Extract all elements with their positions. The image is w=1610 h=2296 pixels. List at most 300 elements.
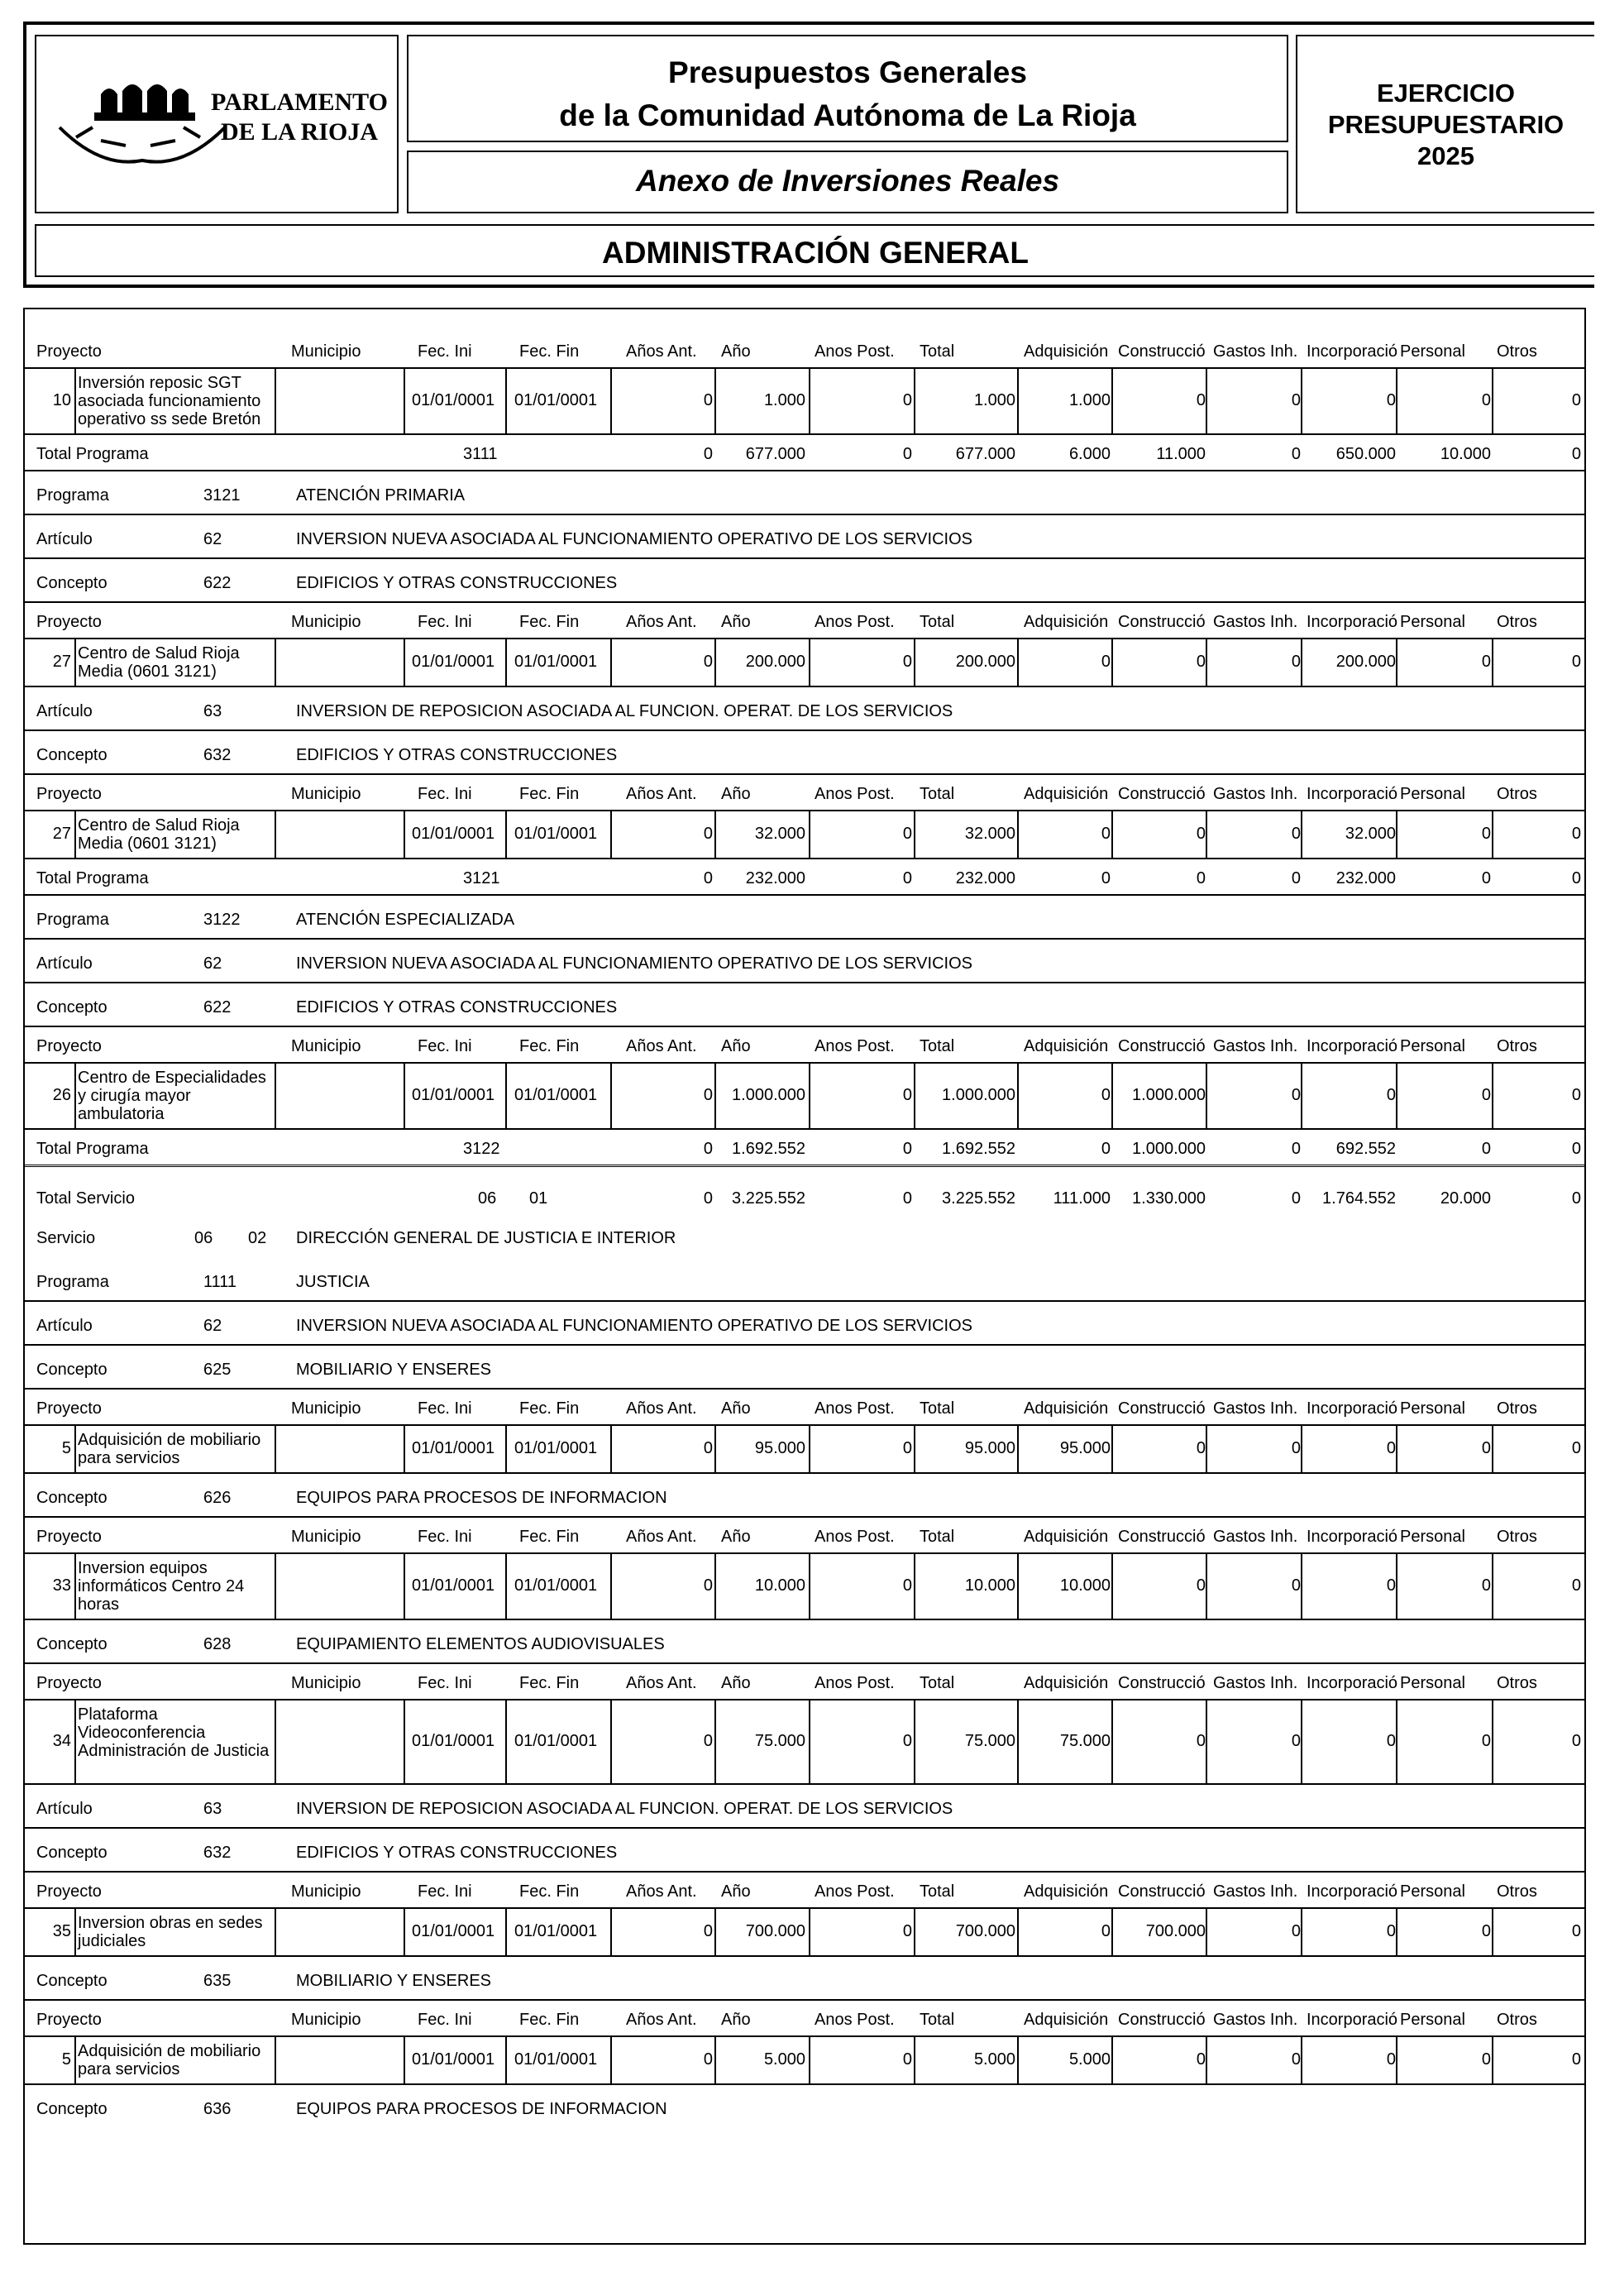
project-value: 0 (1291, 1576, 1301, 1595)
project-value: 0 (1481, 1439, 1491, 1457)
level-description: INVERSION NUEVA ASOCIADA AL FUNCIONAMIENTO OPERATIVO DE LOS SERVICIOS (296, 530, 972, 548)
project-value: 0 (902, 653, 912, 671)
section-row (23, 1783, 1586, 1829)
project-value: 0 (1571, 1922, 1581, 1940)
column-header: Municipio (291, 1882, 361, 1901)
project-value: 95.000 (754, 1439, 805, 1457)
project-description: Inversión reposic SGT asociada funcionamiento operativo ss sede Bretón (78, 374, 261, 428)
total-value: 0 (1291, 445, 1301, 463)
column-header: Personal (1400, 785, 1465, 803)
logo-text: PARLAMENTO DE LA RIOJA (211, 88, 388, 146)
project-value: 0 (703, 2050, 713, 2069)
column-header: Años Ant. (626, 613, 697, 631)
level-description: EDIFICIOS Y OTRAS CONSTRUCCIONES (296, 746, 618, 764)
column-header: Adquisición (1024, 342, 1109, 361)
project-value: 0 (1291, 1086, 1301, 1104)
total-value: 0 (902, 1140, 912, 1158)
column-header: Anos Post. (815, 785, 895, 803)
project-value: 0 (1101, 1086, 1111, 1104)
total-value: 6.000 (1068, 445, 1111, 463)
column-header: Construcció (1118, 613, 1206, 631)
project-description: Inversion equipos informáticos Centro 24 horas (78, 1559, 245, 1614)
total-code: 3121 (463, 869, 500, 887)
column-header: Año (721, 1882, 751, 1901)
section-row (23, 1300, 1586, 1346)
column-header-row (23, 331, 1586, 369)
table-cell (810, 1552, 915, 1619)
table-cell (810, 810, 915, 858)
table-cell (612, 810, 716, 858)
column-header: Anos Post. (815, 613, 895, 631)
level-label: Concepto (36, 746, 107, 764)
total-row (23, 433, 1586, 471)
column-header: Total (920, 1882, 955, 1901)
table-cell (1113, 367, 1207, 433)
column-header: Anos Post. (815, 1674, 895, 1692)
level-description: EDIFICIOS Y OTRAS CONSTRUCCIONES (296, 574, 618, 592)
annex-panel (407, 151, 1288, 213)
table-row (23, 1699, 1586, 1785)
project-value: 5.000 (763, 2050, 805, 2069)
project-value: 0 (1196, 653, 1206, 671)
column-header: Incorporació (1307, 613, 1398, 631)
project-value: 0 (1386, 1922, 1396, 1940)
total-value: 10.000 (1440, 445, 1491, 463)
level-description: DIRECCIÓN GENERAL DE JUSTICIA E INTERIOR (296, 1229, 676, 1247)
project-value: 0 (902, 1576, 912, 1595)
column-header: Años Ant. (626, 1882, 697, 1901)
column-header: Fec. Ini (418, 342, 472, 361)
table-cell (1302, 1907, 1397, 1955)
total-row (23, 1128, 1586, 1167)
table-cell (612, 1062, 716, 1128)
table-cell (1397, 638, 1493, 686)
table-cell (1207, 1424, 1302, 1472)
level-description: INVERSION NUEVA ASOCIADA AL FUNCIONAMIENTO OPERATIVO DE LOS SERVICIOS (296, 1317, 972, 1335)
column-header: Proyecto (36, 1882, 102, 1901)
column-header: Personal (1400, 1037, 1465, 1055)
level-code: 63 (203, 702, 222, 720)
column-header: Año (721, 613, 751, 631)
level-description: ATENCIÓN ESPECIALIZADA (296, 911, 515, 929)
level-code: 632 (203, 746, 232, 764)
total-value: 677.000 (955, 445, 1015, 463)
project-value: 0 (1386, 2050, 1396, 2069)
column-header: Gastos Inh. (1213, 1399, 1298, 1418)
table-cell (1113, 638, 1207, 686)
project-value: 200.000 (955, 653, 1015, 671)
project-value: 0 (703, 1439, 713, 1457)
column-header: Fec. Fin (519, 1882, 580, 1901)
column-header: Años Ant. (626, 342, 697, 361)
table-cell (1397, 1552, 1493, 1619)
column-header: Otros (1497, 342, 1537, 361)
section-row (23, 470, 1586, 515)
project-value: 0 (1481, 391, 1491, 409)
table-cell (276, 638, 405, 686)
table-cell (810, 1699, 915, 1783)
project-value: 0 (902, 391, 912, 409)
column-header: Municipio (291, 1037, 361, 1055)
table-cell (1302, 1424, 1397, 1472)
end-date: 01/01/0001 (514, 1922, 598, 1940)
table-cell (612, 1424, 716, 1472)
end-date: 01/01/0001 (514, 825, 598, 843)
column-header: Incorporació (1307, 1399, 1398, 1418)
column-header: Construcció (1118, 1882, 1206, 1901)
total-value: 0 (1571, 1140, 1581, 1158)
column-header: Anos Post. (815, 1528, 895, 1546)
table-cell (1302, 1062, 1397, 1128)
project-value: 5.000 (973, 2050, 1015, 2069)
level-code-2: 02 (248, 1229, 267, 1247)
end-date: 01/01/0001 (514, 1439, 598, 1457)
column-header: Otros (1497, 785, 1537, 803)
level-label: Concepto (36, 1361, 107, 1379)
total-value: 0 (1291, 1140, 1301, 1158)
project-value: 0 (1291, 1732, 1301, 1750)
total-value: 0 (703, 445, 713, 463)
project-value: 0 (1291, 1922, 1301, 1940)
total-value: 0 (1481, 869, 1491, 887)
column-header: Años Ant. (626, 1399, 697, 1418)
column-header: Adquisición (1024, 2011, 1109, 2029)
column-header: Fec. Ini (418, 2011, 472, 2029)
project-value: 32.000 (1345, 825, 1396, 843)
table-cell (810, 367, 915, 433)
project-value: 0 (1196, 1439, 1206, 1457)
end-date: 01/01/0001 (514, 1732, 598, 1750)
end-date: 01/01/0001 (514, 391, 598, 409)
section-row (23, 1827, 1586, 1873)
level-label: Artículo (36, 954, 93, 973)
table-cell (1019, 1907, 1113, 1955)
start-date: 01/01/0001 (412, 1922, 495, 1940)
end-date: 01/01/0001 (514, 653, 598, 671)
project-value: 0 (1101, 825, 1111, 843)
column-header: Total (920, 1399, 955, 1418)
level-code: 3122 (203, 911, 241, 929)
project-description: Centro de Salud Rioja Media (0601 3121) (78, 816, 240, 853)
column-header: Fec. Fin (519, 785, 580, 803)
project-value: 0 (703, 1086, 713, 1104)
level-code: 622 (203, 574, 232, 592)
column-header: Gastos Inh. (1213, 1882, 1298, 1901)
project-value: 0 (1196, 1732, 1206, 1750)
column-header: Año (721, 1399, 751, 1418)
column-header-row (23, 1871, 1586, 1909)
level-code: 622 (203, 998, 232, 1016)
column-header: Otros (1497, 1037, 1537, 1055)
level-label: Programa (36, 1273, 109, 1291)
column-header: Años Ant. (626, 785, 697, 803)
column-header: Personal (1400, 613, 1465, 631)
total-code-2: 01 (529, 1189, 548, 1208)
title-panel (407, 35, 1288, 142)
level-label: Concepto (36, 1635, 107, 1653)
table-row (23, 1062, 1586, 1130)
start-date: 01/01/0001 (412, 1086, 495, 1104)
table-cell (276, 810, 405, 858)
column-header: Municipio (291, 613, 361, 631)
table-cell (1397, 1424, 1493, 1472)
total-value: 0 (703, 1189, 713, 1208)
total-value: 0 (902, 445, 912, 463)
table-row (23, 1424, 1586, 1474)
table-row (23, 638, 1586, 687)
level-code: 62 (203, 530, 222, 548)
project-description: Centro de Especialidades y cirugía mayor ambulatoria (78, 1069, 266, 1123)
column-header: Incorporació (1307, 1528, 1398, 1546)
level-description: JUSTICIA (296, 1273, 370, 1291)
level-code: 628 (203, 1635, 232, 1653)
table-row (23, 810, 1586, 859)
table-cell (1302, 367, 1397, 433)
column-header: Fec. Fin (519, 2011, 580, 2029)
table-cell (810, 1062, 915, 1128)
parliament-logo-icon (51, 69, 225, 177)
project-value: 1.000 (973, 391, 1015, 409)
total-value: 677.000 (745, 445, 805, 463)
project-description: Inversion obras en sedes judiciales (78, 1914, 263, 1950)
table-cell (612, 1699, 716, 1783)
column-header: Adquisición (1024, 613, 1109, 631)
column-header: Municipio (291, 1674, 361, 1692)
start-date: 01/01/0001 (412, 653, 495, 671)
column-header: Años Ant. (626, 1528, 697, 1546)
table-cell (810, 2035, 915, 2083)
table-cell (612, 638, 716, 686)
level-description: ATENCIÓN PRIMARIA (296, 486, 466, 505)
total-value: 1.692.552 (732, 1140, 805, 1158)
project-value: 75.000 (1059, 1732, 1111, 1750)
project-value: 0 (1101, 653, 1111, 671)
table-cell (1207, 367, 1302, 433)
column-header: Incorporació (1307, 1674, 1398, 1692)
project-value: 0 (1386, 1576, 1396, 1595)
project-value: 0 (1571, 1086, 1581, 1104)
project-value: 1.000.000 (942, 1086, 1015, 1104)
start-date: 01/01/0001 (412, 391, 495, 409)
table-cell (810, 638, 915, 686)
project-description: Centro de Salud Rioja Media (0601 3121) (78, 644, 240, 681)
total-value: 232.000 (745, 869, 805, 887)
column-header: Año (721, 1037, 751, 1055)
level-label: Concepto (36, 1844, 107, 1862)
column-header: Proyecto (36, 1037, 102, 1055)
section-row (23, 1213, 1586, 1256)
level-label: Artículo (36, 702, 93, 720)
column-header: Proyecto (36, 2011, 102, 2029)
end-date: 01/01/0001 (514, 2050, 598, 2069)
column-header-row (23, 1516, 1586, 1554)
column-header: Adquisición (1024, 785, 1109, 803)
table-cell (276, 1062, 405, 1128)
project-value: 0 (1571, 653, 1581, 671)
total-value: 232.000 (955, 869, 1015, 887)
table-cell (1207, 810, 1302, 858)
annex-title: Anexo de Inversiones Reales (635, 164, 1060, 198)
project-value: 0 (1571, 391, 1581, 409)
column-header: Proyecto (36, 785, 102, 803)
project-value: 700.000 (955, 1922, 1015, 1940)
column-header: Otros (1497, 1674, 1537, 1692)
column-header: Municipio (291, 2011, 361, 2029)
total-value: 1.330.000 (1132, 1189, 1206, 1208)
project-value: 0 (902, 2050, 912, 2069)
column-header: Adquisición (1024, 1882, 1109, 1901)
fiscal-year-panel (1296, 35, 1594, 213)
column-header: Total (920, 613, 955, 631)
column-header: Construcció (1118, 1528, 1206, 1546)
column-header: Año (721, 785, 751, 803)
level-code: 636 (203, 2100, 232, 2118)
table-cell (810, 1424, 915, 1472)
section-row (23, 686, 1586, 731)
section-row (23, 1256, 1586, 1302)
column-header: Gastos Inh. (1213, 2011, 1298, 2029)
project-description: Adquisición de mobiliario para servicios (78, 2042, 261, 2078)
column-header: Año (721, 342, 751, 361)
column-header: Fec. Fin (519, 613, 580, 631)
column-header: Fec. Fin (519, 1674, 580, 1692)
column-header: Proyecto (36, 1528, 102, 1546)
project-value: 0 (1386, 391, 1396, 409)
total-value: 1.764.552 (1322, 1189, 1396, 1208)
column-header: Municipio (291, 1528, 361, 1546)
project-value: 0 (1291, 825, 1301, 843)
table-row (23, 2035, 1586, 2085)
level-code: 632 (203, 1844, 232, 1862)
project-number: 5 (61, 2050, 71, 2069)
total-label: Total Programa (36, 1140, 149, 1158)
column-header: Años Ant. (626, 2011, 697, 2029)
total-value: 0 (1571, 445, 1581, 463)
document-title (408, 51, 1287, 137)
total-value: 111.000 (1053, 1189, 1111, 1208)
level-label: Concepto (36, 574, 107, 592)
total-value: 0 (902, 1189, 912, 1208)
level-label: Programa (36, 486, 109, 505)
column-header: Año (721, 1674, 751, 1692)
total-value: 0 (1291, 1189, 1301, 1208)
project-value: 0 (1291, 2050, 1301, 2069)
table-row (23, 367, 1586, 435)
column-header: Adquisición (1024, 1037, 1109, 1055)
column-header: Anos Post. (815, 2011, 895, 2029)
total-code: 06 (478, 1189, 497, 1208)
section-row (23, 1344, 1586, 1390)
total-row (23, 1165, 1586, 1213)
project-value: 0 (703, 1576, 713, 1595)
fiscal-year (1297, 78, 1594, 172)
project-number: 34 (52, 1732, 71, 1750)
project-value: 0 (902, 825, 912, 843)
total-value: 0 (1481, 1140, 1491, 1158)
column-header: Construcció (1118, 342, 1206, 361)
total-value: 0 (1101, 1140, 1111, 1158)
level-description: EQUIPOS PARA PROCESOS DE INFORMACION (296, 1489, 667, 1507)
column-header-row (23, 1026, 1586, 1064)
table-cell (276, 1552, 405, 1619)
table-cell (1207, 638, 1302, 686)
table-cell (276, 2035, 405, 2083)
start-date: 01/01/0001 (412, 825, 495, 843)
project-value: 1.000 (763, 391, 805, 409)
column-header: Anos Post. (815, 1037, 895, 1055)
total-value: 0 (1101, 869, 1111, 887)
column-header: Fec. Fin (519, 1528, 580, 1546)
project-value: 10.000 (964, 1576, 1015, 1595)
project-value: 0 (902, 1439, 912, 1457)
column-header: Adquisición (1024, 1528, 1109, 1546)
project-number: 26 (52, 1086, 71, 1104)
level-description: MOBILIARIO Y ENSERES (296, 1972, 492, 1990)
column-header: Gastos Inh. (1213, 785, 1298, 803)
project-value: 95.000 (964, 1439, 1015, 1457)
start-date: 01/01/0001 (412, 1439, 495, 1457)
column-header: Personal (1400, 1882, 1465, 1901)
table-cell (276, 1907, 405, 1955)
table-cell (1207, 1552, 1302, 1619)
total-value: 1.692.552 (942, 1140, 1015, 1158)
project-value: 700.000 (1145, 1922, 1206, 1940)
column-header: Construcció (1118, 1037, 1206, 1055)
fiscal-year-line-2: PRESUPUESTARIO (1327, 110, 1565, 139)
column-header-row (23, 1999, 1586, 2037)
total-label: Total Programa (36, 869, 149, 887)
column-header: Adquisición (1024, 1399, 1109, 1418)
section-row (23, 2083, 1586, 2127)
project-value: 0 (1291, 653, 1301, 671)
project-value: 1.000.000 (732, 1086, 805, 1104)
column-header: Personal (1400, 342, 1465, 361)
level-label: Concepto (36, 1489, 107, 1507)
column-header: Proyecto (36, 342, 102, 361)
column-header: Municipio (291, 1399, 361, 1418)
column-header: Otros (1497, 1882, 1537, 1901)
column-header: Otros (1497, 2011, 1537, 2029)
table-cell (276, 1424, 405, 1472)
project-value: 1.000 (1068, 391, 1111, 409)
project-value: 200.000 (745, 653, 805, 671)
table-cell (276, 1699, 405, 1783)
column-header: Otros (1497, 1528, 1537, 1546)
section-title: ADMINISTRACIÓN GENERAL (602, 236, 1029, 270)
level-code: 63 (203, 1800, 222, 1818)
level-label: Artículo (36, 1317, 93, 1335)
level-code: 62 (203, 954, 222, 973)
column-header: Municipio (291, 342, 361, 361)
title-line-2: de la Comunidad Autónoma de La Rioja (559, 98, 1136, 132)
project-number: 5 (61, 1439, 71, 1457)
table-cell (1113, 1552, 1207, 1619)
end-date: 01/01/0001 (514, 1576, 598, 1595)
project-number: 27 (52, 653, 71, 671)
table-cell (1302, 1552, 1397, 1619)
level-code: 62 (203, 1317, 222, 1335)
project-value: 0 (902, 1732, 912, 1750)
start-date: 01/01/0001 (412, 1576, 495, 1595)
project-value: 0 (1481, 1922, 1491, 1940)
project-value: 0 (1481, 2050, 1491, 2069)
project-value: 95.000 (1059, 1439, 1111, 1457)
table-cell (1113, 810, 1207, 858)
table-cell (612, 367, 716, 433)
title-line-1: Presupuestos Generales (668, 55, 1027, 89)
table-cell (1207, 1699, 1302, 1783)
total-value: 0 (1291, 869, 1301, 887)
